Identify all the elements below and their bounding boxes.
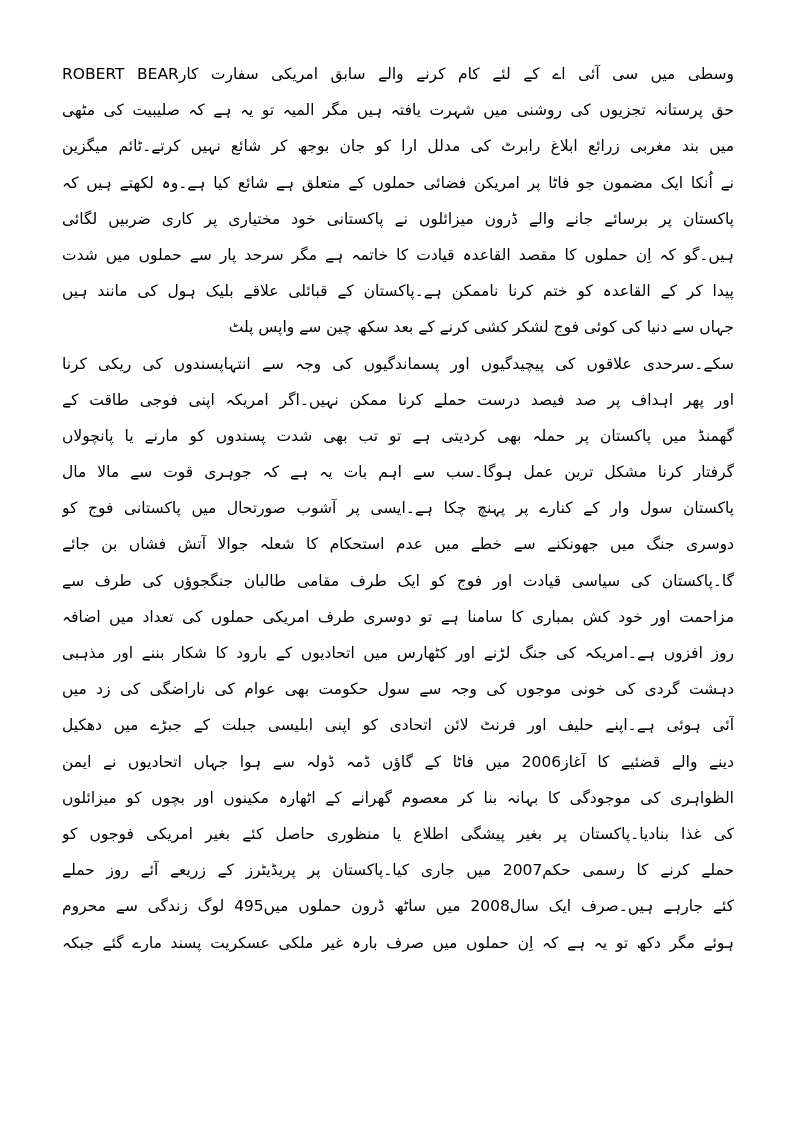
text-line: سکے۔سرحدی علاقوں کی پیچیدگیوں اور پسماندگیوں کی وجہ سے انتہاپسندوں کی ریکی کرنا	[62, 354, 734, 373]
text-line: ہیں۔گو کہ اِن حملوں کا مقصد القاعدہ قیادت کا خاتمہ ہے مگر سرحد پار سے حملوں میں شدت	[62, 245, 734, 264]
text-line: حق پرستانہ تجزیوں کی روشنی میں شہرت یافتہ ہیں مگر المیہ تو یہ ہے کہ صلیبیت کی مٹھی	[62, 101, 734, 120]
text-line: گا۔پاکستان کی سیاسی قیادت اور فوج کو ایک طرف مقامی طالبان جنگجوؤں کی طرف سے	[62, 571, 734, 590]
text-line: حملے کرنے کا رسمی حکم2007 میں جاری کیا۔پاکستان پر پریڈیٹرز کے زریعے آئے روز حملے	[62, 861, 734, 880]
text-line: آئی ہوئی ہے۔اپنے حلیف اور فرنٹ لائن اتحادی کو اپنی ابلیسی جبلت کے جبڑے میں دھکیل	[62, 716, 734, 735]
text-line: میں بند مغربی زرائع ابلاغ رابرٹ کی مدلل ارا کو جان بوجھ کر شائع نہیں کرتے۔ٹائم میگزین	[62, 137, 734, 156]
text-line: پیدا کر کے القاعدہ کو ختم کرنا ناممکن ہے۔پاکستان کے قبائلی علاقے بلیک ہول کی مانند ہیں	[62, 282, 734, 301]
text-line: مزاحمت اور خود کش بمباری کا سامنا ہے تو دوسری طرف امریکی حملوں کی تعداد میں اضافہ	[62, 607, 734, 626]
text-line: جہاں سے دنیا کی کوئی فوج لشکر کشی کرنے کے بعد سکھ چین سے واپس پلٹ	[228, 318, 734, 337]
text-line: اور پھر اہداف پر صد فیصد درست حملے کرنا ممکن نہیں۔اگر امریکہ اپنی فوجی طاقت کے	[62, 390, 734, 409]
text-line: نے اُنکا ایک مضمون جو فاٹا پر امریکن فضائی حملوں کے متعلق ہے شائع کیا ہے۔وہ لکھتے ہیں کہ	[62, 173, 734, 192]
text-line: کی غذا بنادیا۔پاکستان پر بغیر پیشگی اطلاع یا منظوری حاصل کئے بغیر امریکی فوجوں کو	[62, 824, 734, 843]
text-line: کئے جارہے ہیں۔صرف ایک سال2008 میں ساٹھ ڈرون حملوں میں495 لوگ زندگی سے محروم	[62, 897, 734, 916]
text-line: گرفتار کرنا مشکل ترین عمل ہوگا۔سب سے اہم بات یہ ہے کہ جوہری قوت سے مالا مال	[62, 463, 734, 482]
text-line: ROBERT BEARوسطی میں سی آئی اے کے لئے کام کرنے والے سابق امریکی سفارت کار	[62, 65, 734, 83]
text-line: ہوئے مگر دکھ تو یہ ہے کہ اِن حملوں میں صرف بارہ غیر ملکی عسکریت پسند مارے گئے جبکہ	[62, 933, 734, 952]
text-line: دینے والے قضئیے کا آغاز2006 میں فاٹا کے گاؤں ڈمہ ڈولہ سے ہوا جہاں اتحادیوں نے ایمن	[62, 752, 734, 771]
text-line: دہشت گردی کی خونی موجوں کی وجہ سے سول حکومت بھی عوام کی ناراضگی کی زد میں	[62, 680, 734, 699]
text-line: پاکستان سول وار کے کنارے پر پہنچ چکا ہے۔ایسی پر آشوب صورتحال میں پاکستانی فوج کو	[62, 499, 734, 518]
article-body	[62, 56, 734, 961]
text-line: گھمنڈ میں پاکستان پر حملہ بھی کردیتی ہے تو تب بھی شدت پسندوں کو مارنے یا پانچولاں	[62, 426, 734, 445]
text-line: پاکستان پر برسائے جانے والے ڈرون میزائلوں نے پاکستانی خود مختیاری پر کاری ضربیں لگائی	[62, 209, 734, 228]
text-line: روز افزوں ہے۔امریکہ کی جنگ لڑنے اور کٹھارس میں اتحادیوں کے بارود کا شکار بننے اور مذہبی	[62, 644, 734, 662]
text-line: الظواہری کی موجودگی کا بہانہ بنا کر معصوم گھرانے کے اٹھارہ مکینوں اور بچوں کو میزائلوں	[62, 788, 734, 807]
text-line: دوسری جنگ میں جھونکنے سے خطے میں عدم استحکام کا شعلہ جوالا آتش فشاں بن جائے	[62, 535, 734, 554]
